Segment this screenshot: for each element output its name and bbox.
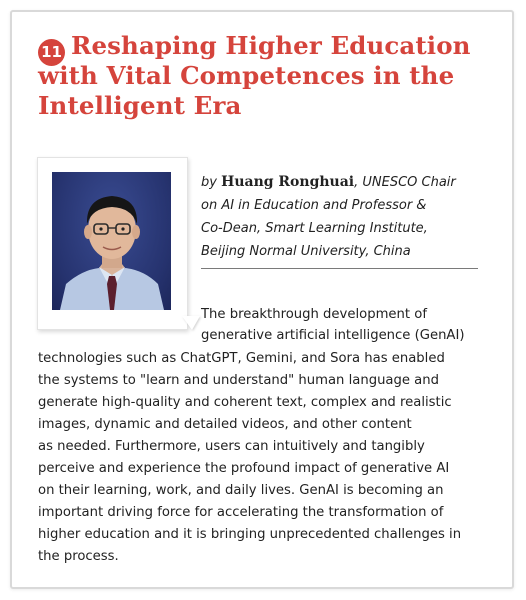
body-line-2: generative artificial intelligence (GenAI) xyxy=(201,328,465,343)
body-line-5: generate high-quality and coherent text, complex and realistic xyxy=(38,395,452,410)
author-byline xyxy=(201,171,486,263)
article-number-badge: 11 xyxy=(38,39,65,66)
photo-speech-tail xyxy=(182,316,200,330)
author-photo xyxy=(52,172,171,310)
author-role-3: Co-Dean, Smart Learning Institute, xyxy=(201,221,428,236)
author-name: Huang Ronghuai xyxy=(221,174,355,190)
body-line-3: technologies such as ChatGPT, Gemini, and Sora has enabled xyxy=(38,351,445,366)
portrait-illustration xyxy=(52,172,171,310)
body-line-6: images, dynamic and detailed videos, and other content xyxy=(38,417,412,432)
body-line-4: the systems to "learn and understand" human language and xyxy=(38,373,439,388)
body-line-11: higher education and it is bringing unprecedented challenges in xyxy=(38,527,462,542)
body-line-7: as needed. Furthermore, users can intuitively and tangibly xyxy=(38,439,425,454)
author-role-1: , UNESCO Chair xyxy=(354,175,456,190)
byline-divider xyxy=(201,268,478,269)
author-role-4: Beijing Normal University, China xyxy=(201,244,411,259)
body-line-1: The breakthrough development of xyxy=(201,307,427,322)
article-title: Reshaping Higher Education with Vital Competences in the Intelligent Era xyxy=(38,31,471,120)
body-line-8: perceive and experience the profound impact of generative AI xyxy=(38,461,450,476)
body-line-9: on their learning, work, and daily lives. GenAI is becoming an xyxy=(38,483,444,498)
author-role-2: on AI in Education and Professor & xyxy=(201,198,427,213)
byline-by: by xyxy=(201,175,217,190)
body-line-10: important driving force for accelerating the transformation of xyxy=(38,505,444,520)
author-photo-frame xyxy=(37,157,188,330)
body-line-12: the process. xyxy=(38,549,119,564)
